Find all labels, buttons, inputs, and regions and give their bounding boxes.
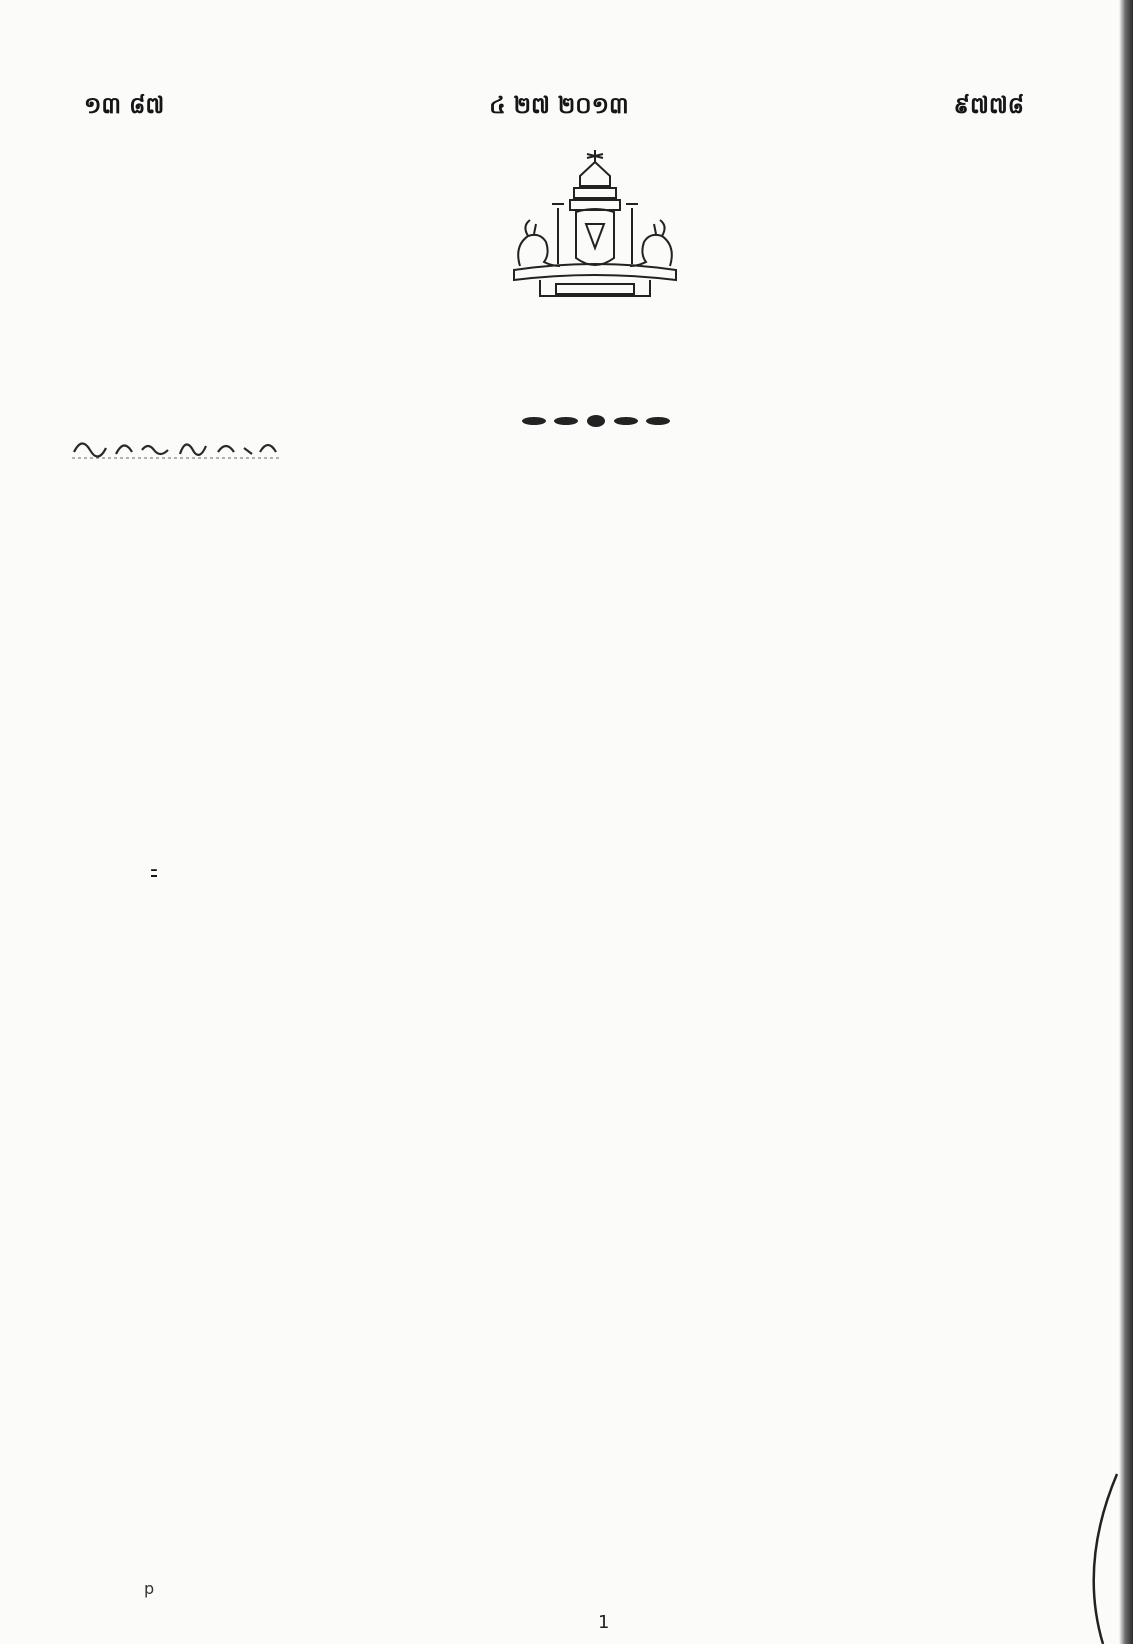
gazette-header [84,92,1024,126]
page-curl-icon [1039,1444,1119,1644]
handwritten-number-icon [68,428,288,464]
scan-edge-shadow [1119,0,1133,1644]
ornament-divider-icon [516,413,676,429]
royal-arms-icon [500,146,690,306]
legal-references-list [150,852,1050,858]
page-number: 1 [598,1612,610,1633]
gazette-issue: ១៣ ៨៧ [84,93,165,119]
decree-number [62,428,288,464]
margin-mark: p [144,1579,155,1598]
gazette-date: ៤ ២៧ ២០១៣ [489,93,629,119]
gazette-page: ៩៧៧៨ [953,93,1024,119]
